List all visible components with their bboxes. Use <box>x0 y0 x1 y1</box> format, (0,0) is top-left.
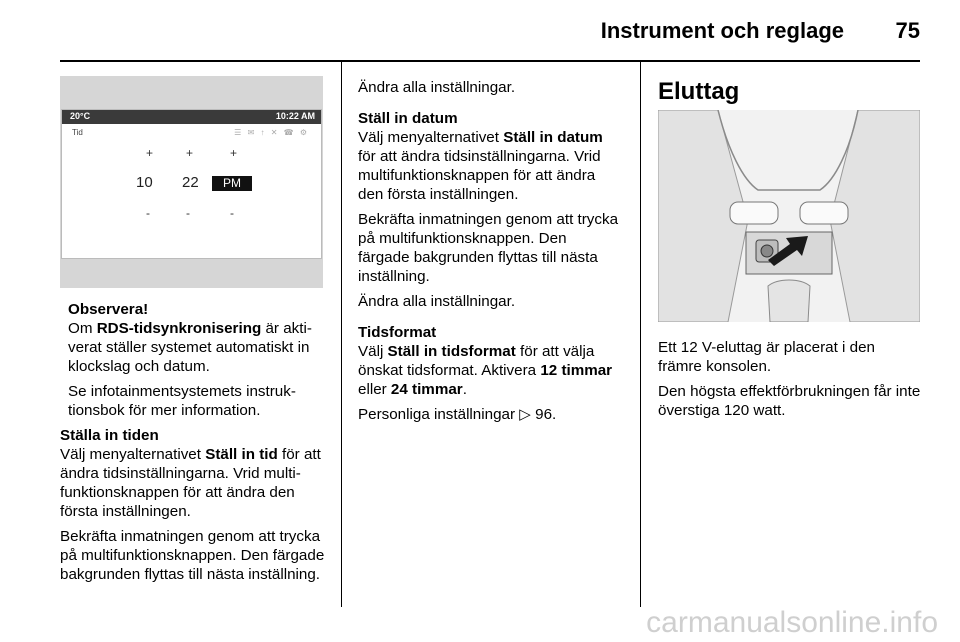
paragraph-set-time: Välj menyalternativet Ställ in tid för att ändra tidsinställningarna. Vrid multi-funktionsknappen för att ändra den första inställningen. <box>60 446 321 520</box>
hour-value: 10 <box>136 174 153 191</box>
column-3-text <box>658 338 923 426</box>
status-icons: ☰ ✉ ↑ ✕ ☎ ⚙ <box>234 128 309 137</box>
plus-icon: + <box>186 146 194 160</box>
note-box <box>60 300 330 420</box>
column-3 <box>658 78 923 106</box>
note-paragraph-1: Om RDS-tidsynkronisering är akti-verat ställer systemet automatiskt in klockslag och datum. <box>68 320 312 375</box>
paragraph-change-all: Ändra alla inställningar. <box>358 79 516 96</box>
column-2 <box>358 78 620 430</box>
header-rule <box>60 60 920 62</box>
power-outlet-illustration <box>658 110 920 322</box>
paragraph-confirm-date: Bekräfta inmatningen genom att trycka på multifunktionsknappen. Den färgade bakgrunden flyttas till nästa inställning. <box>358 211 619 285</box>
column-divider-2 <box>640 62 641 607</box>
ampm-value: PM <box>212 176 252 191</box>
status-bar <box>62 110 321 124</box>
minute-value: 22 <box>182 174 199 191</box>
section-title-set-date: Ställ in datum <box>358 110 458 127</box>
paragraph-change-all-2: Ändra alla inställningar. <box>358 293 516 310</box>
watermark: carmanualsonline.info <box>646 606 938 639</box>
minus-icon: - <box>146 206 150 220</box>
power-outlet-photo <box>658 110 920 322</box>
page-number: 75 <box>895 18 920 43</box>
section-title-eluttag: Eluttag <box>658 78 740 105</box>
status-time: 10:22 AM <box>275 111 315 121</box>
paragraph-outlet-power: Den högsta effektförbrukningen får inte överstiga 120 watt. <box>658 383 921 419</box>
header-title: Instrument och reglage <box>600 18 844 43</box>
paragraph-confirm: Bekräfta inmatningen genom att trycka på multifunktionsknappen. Den färgade bakgrunden flyttas till nästa inställning. <box>60 528 325 583</box>
infotainment-screen <box>61 109 322 259</box>
note-title: Observera! <box>68 301 149 318</box>
paragraph-personal-settings: Personliga inställningar ▷ 96. <box>358 406 557 423</box>
paragraph-time-format: Välj Ställ in tidsformat för att välja önskat tidsformat. Aktivera 12 timmar eller 24 timmar. <box>358 343 613 398</box>
minus-icon: - <box>186 206 190 220</box>
section-title-time-format: Tidsformat <box>358 324 437 341</box>
screen-label: Tid <box>72 128 83 137</box>
plus-icon: + <box>230 146 238 160</box>
paragraph-outlet-location: Ett 12 V-eluttag är placerat i den främre konsolen. <box>658 339 875 375</box>
paragraph-set-date: Välj menyalternativet Ställ in datum för att ändra tidsinställningarna. Vrid multifunktionsknappen för att ändra den första inställningen. <box>358 129 603 203</box>
status-temperature: 20°C <box>70 111 91 121</box>
column-divider-1 <box>341 62 342 607</box>
minus-icon: - <box>230 206 234 220</box>
note-paragraph-2: Se infotainmentsystemets instruk-tionsbok för mer information. <box>68 383 296 419</box>
plus-icon: + <box>146 146 154 160</box>
section-title-set-time: Ställa in tiden <box>60 427 159 444</box>
column-1 <box>60 300 330 590</box>
